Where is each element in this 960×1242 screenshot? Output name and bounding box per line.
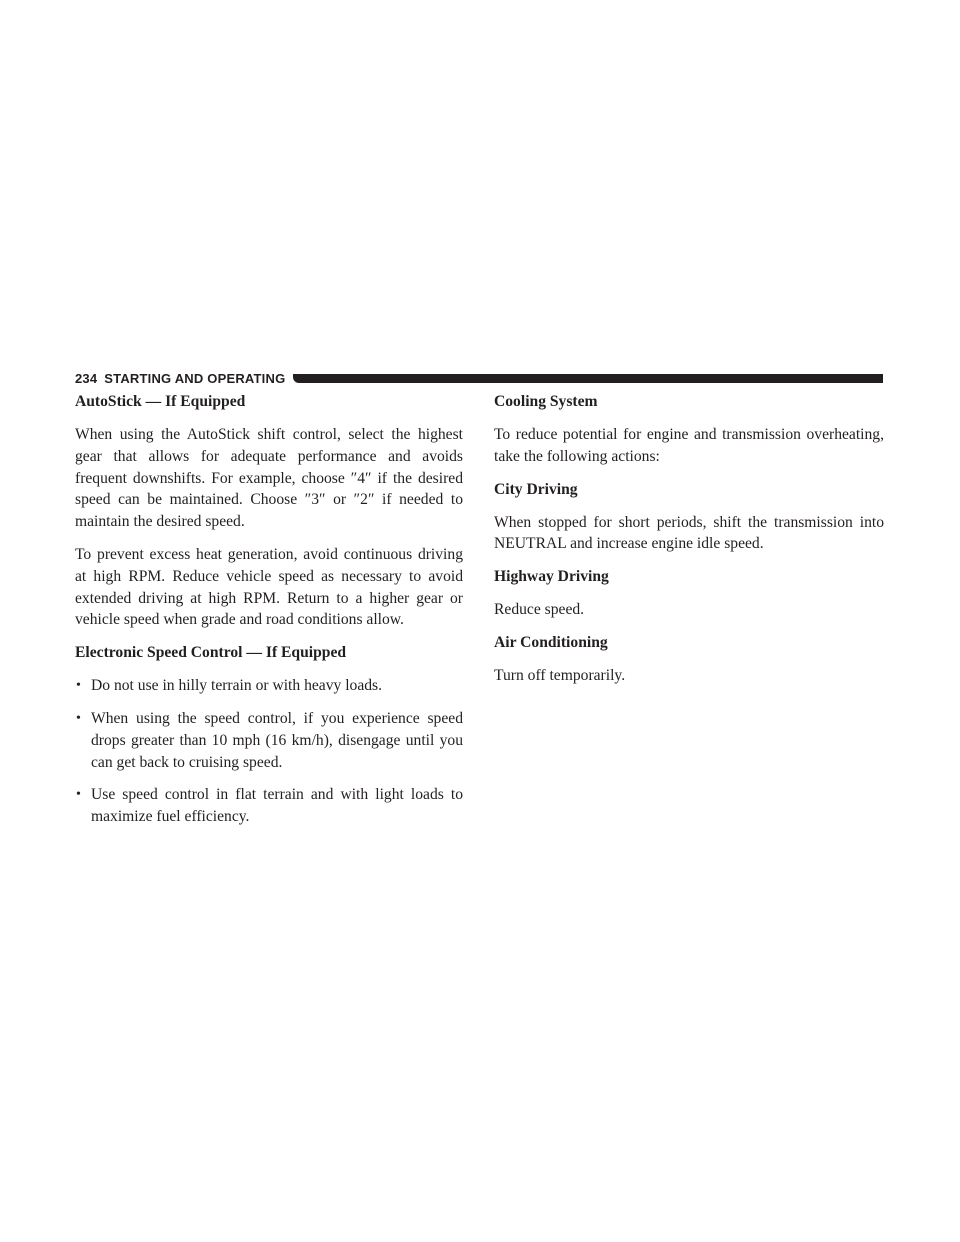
air-conditioning-paragraph: Turn off temporarily. [494,666,626,684]
cooling-paragraph: To reduce potential for engine and transmission overheating, take the following actions: [494,426,884,465]
bullet-icon: • [76,787,81,803]
cooling-heading: Cooling System [494,393,598,410]
page-header [75,369,883,387]
autostick-paragraph: When using the AutoStick shift control, select the highest gear that allows for adequate performance and avoids frequent downshifts. For example, choose ″4″ if the desired speed can be maintained. Choose ″3″ or ″2″ if needed to maintain the desired speed. [75,426,463,531]
bullet-icon: • [76,678,81,694]
speed-control-heading: Electronic Speed Control — If Equipped [75,644,347,662]
highway-driving-heading: Highway Driving [494,568,609,586]
page-number: 234 [75,370,98,386]
bullet-icon: • [76,710,81,726]
list-item [75,784,463,828]
section-title: STARTING AND OPERATING [104,370,286,386]
list-item [75,675,463,697]
list-item-text: Use speed control in flat terrain and with light loads to maximize fuel efficiency. [91,786,463,826]
autostick-heading: AutoStick — If Equipped [75,393,246,410]
left-column [75,391,463,839]
list-item [75,708,463,773]
right-column [494,391,884,698]
city-driving-heading: City Driving [494,480,578,498]
list-item-text: Do not use in hilly terrain or with heavy loads. [91,677,383,695]
heat-paragraph: To prevent excess heat generation, avoid continuous driving at high RPM. Reduce vehicle speed as necessary to avoid extended driving at high RPM. Return to a higher gear or vehicle speed when grade and road conditions allow. [75,545,463,629]
air-conditioning-heading: Air Conditioning [494,633,608,651]
header-rule [293,374,883,383]
speed-control-list [75,675,463,828]
highway-driving-paragraph: Reduce speed. [494,601,585,619]
city-driving-paragraph: When stopped for short periods, shift the transmission into NEUTRAL and increase engine idle speed. [494,513,884,553]
list-item-text: When using the speed control, if you experience speed drops greater than 10 mph (16 km/h), disengage until you can get back to cruising speed. [91,709,463,771]
